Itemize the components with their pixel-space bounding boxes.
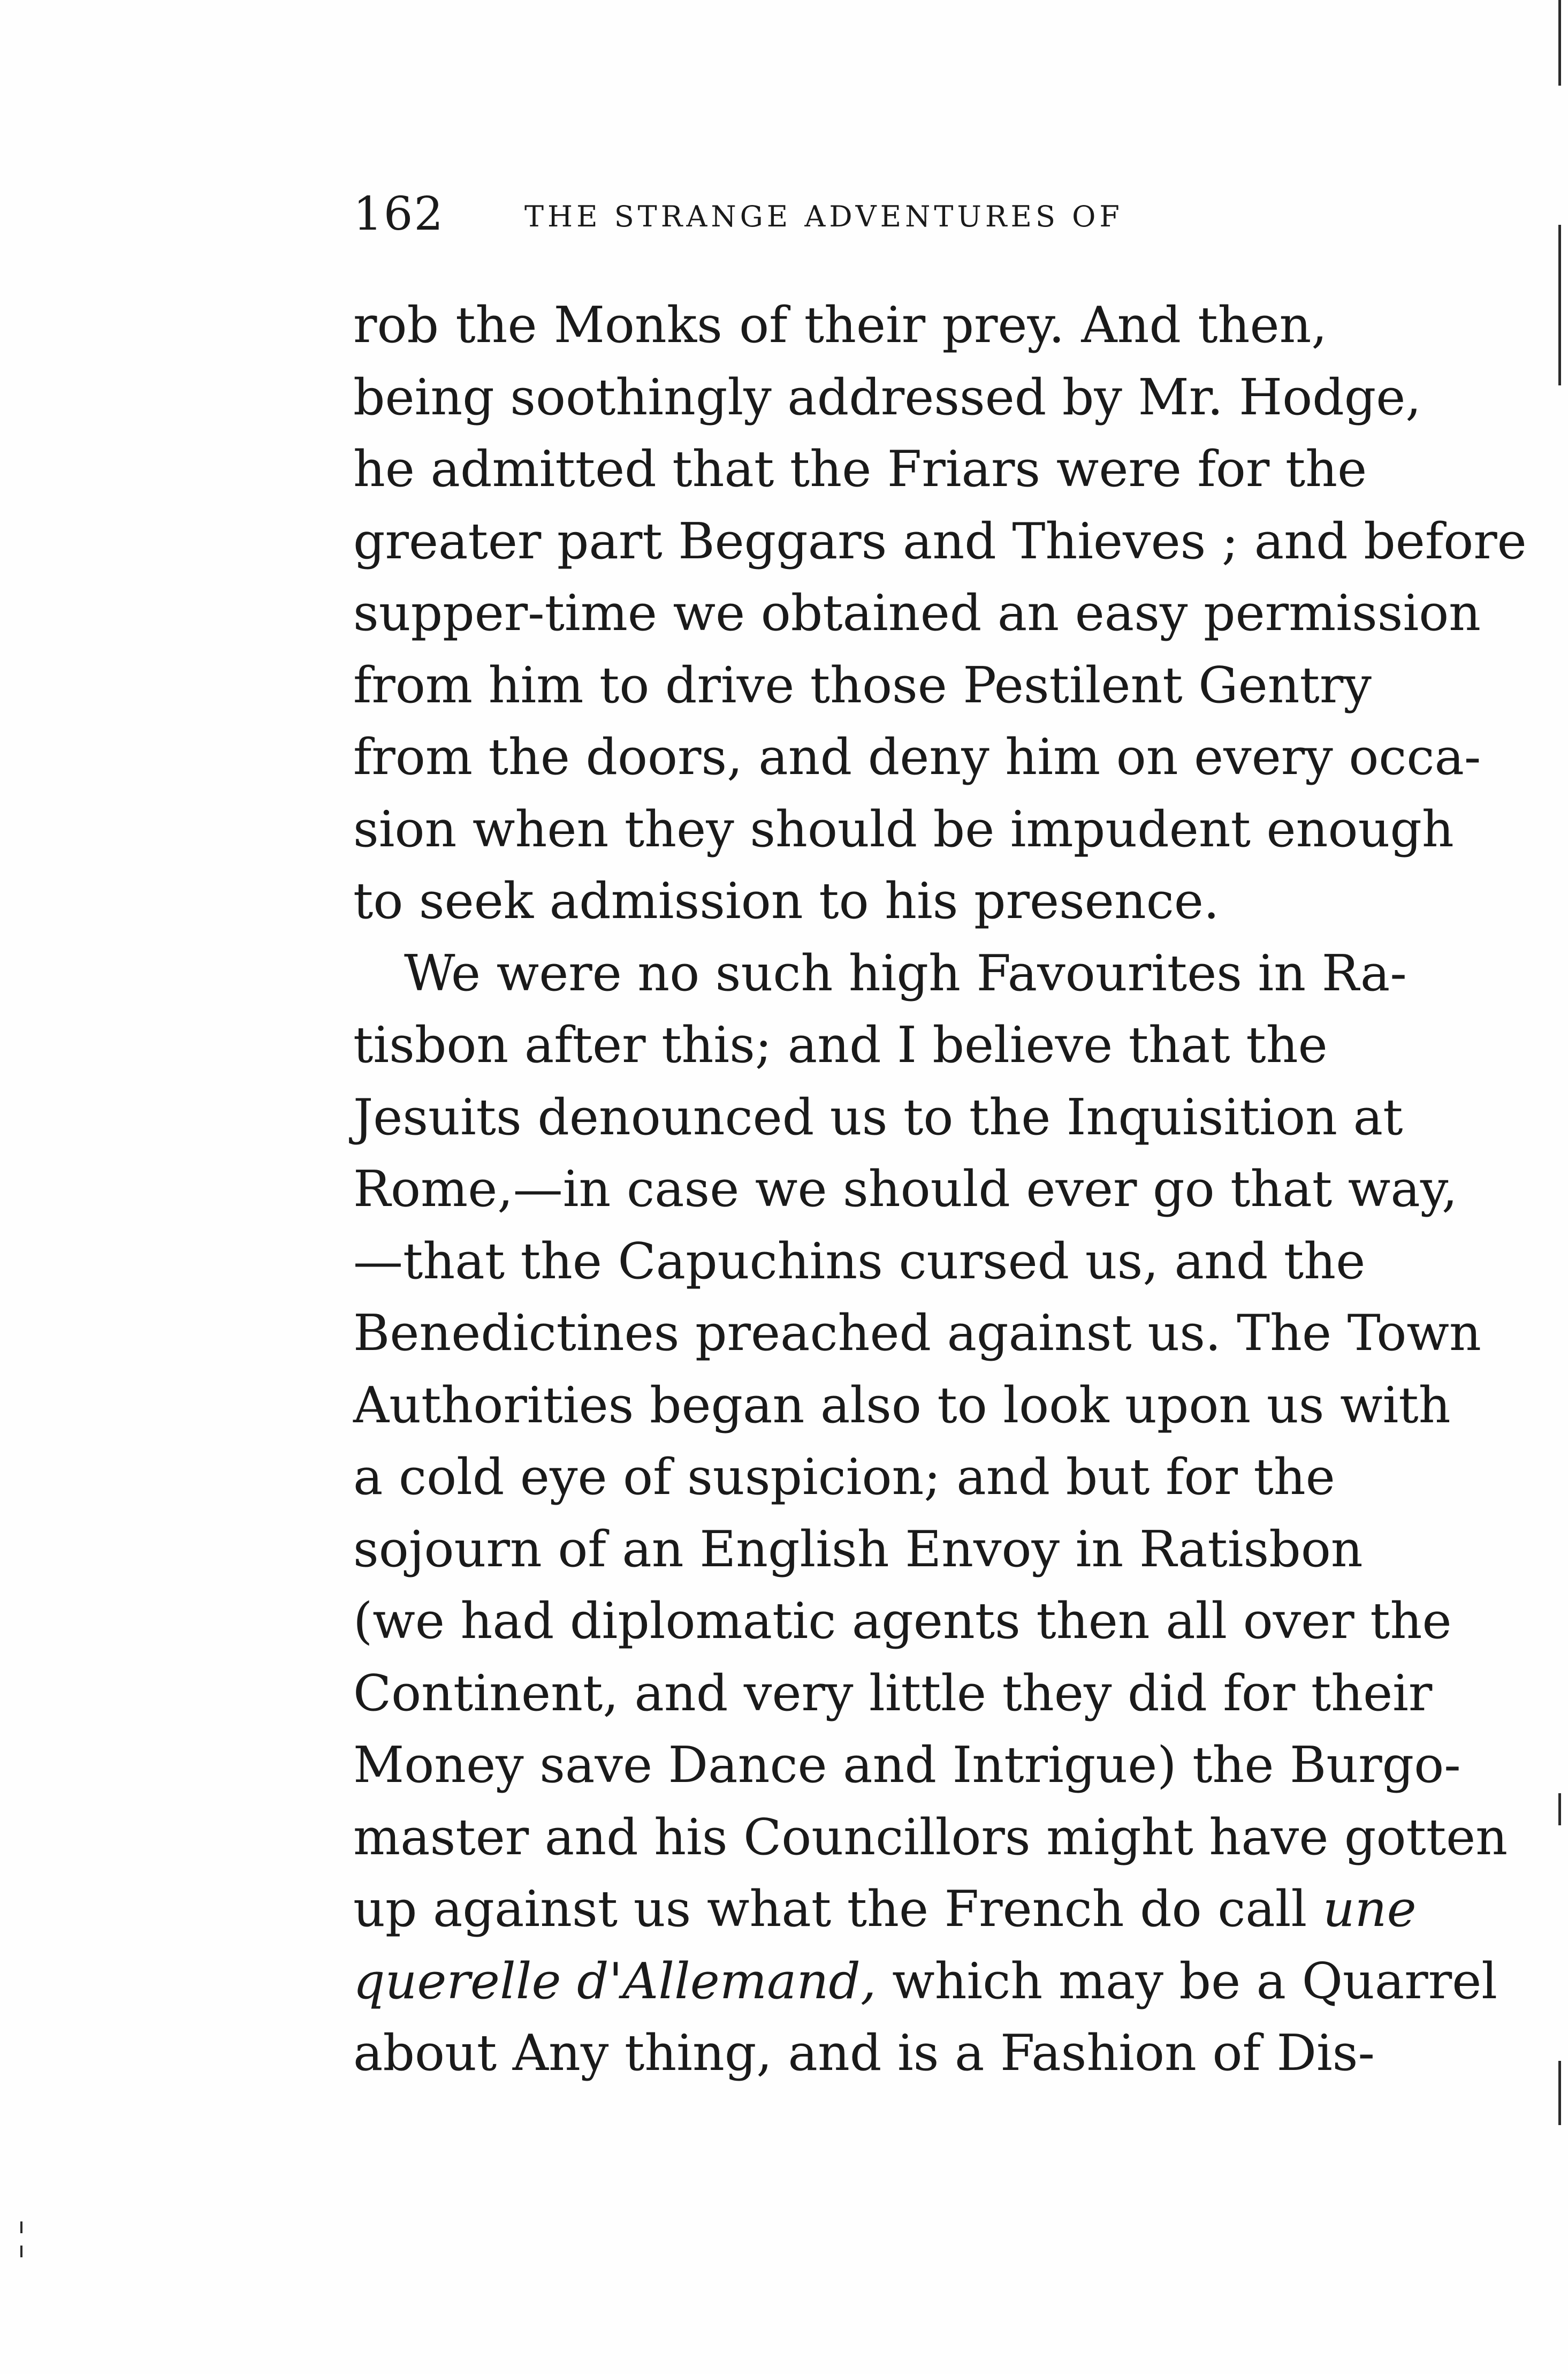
text-line: from him to drive those Pestilent Gentry — [353, 656, 1372, 714]
text-line: about Any thing, and is a Fashion of Dis- — [353, 2024, 1375, 2082]
text-line: Rome,—in case we should ever go that way, — [353, 1160, 1458, 1218]
text-line: supper-time we obtained an easy permission — [353, 584, 1481, 642]
italic-phrase: une — [1322, 1880, 1417, 1938]
text-line: (we had diplomatic agents then all over the — [353, 1592, 1452, 1650]
page-edge-mark — [1558, 1793, 1561, 1825]
italic-phrase: querelle d'Allemand, — [353, 1952, 877, 2010]
text-line: sion when they should be impudent enough — [353, 800, 1454, 858]
text-line-with-italic — [353, 1873, 1417, 1945]
text-line-with-italic — [353, 1945, 1497, 2017]
running-title: THE STRANGE ADVENTURES OF — [524, 200, 1123, 233]
text-line: Authorities began also to look upon us with — [353, 1376, 1451, 1434]
text-line: rob the Monks of their prey. And then, — [353, 296, 1327, 354]
page-edge-mark — [1558, 225, 1561, 385]
text-line: Benedictines preached against us. The Town — [353, 1304, 1481, 1362]
text-line: Jesuits denounced us to the Inquisition at — [353, 1088, 1403, 1146]
text-line: Continent, and very little they did for their — [353, 1664, 1433, 1722]
text-line: sojourn of an English Envoy in Ratisbon — [353, 1520, 1363, 1578]
text-line: from the doors, and deny him on every occa- — [353, 728, 1481, 786]
text-line: master and his Councillors might have gotten — [353, 1808, 1508, 1866]
text-line: he admitted that the Friars were for the — [353, 440, 1367, 498]
text-line: to seek admission to his presence. — [353, 872, 1220, 930]
text-line: a cold eye of suspicion; and but for the — [353, 1448, 1335, 1506]
page-edge-mark — [20, 2246, 22, 2257]
page-edge-mark — [20, 2221, 22, 2233]
text-segment: which may be a Quarrel — [876, 1952, 1497, 2010]
text-line: Money save Dance and Intrigue) the Burgo- — [353, 1736, 1461, 1794]
text-line: —that the Capuchins cursed us, and the — [353, 1232, 1366, 1290]
text-segment: up against us what the French do call — [353, 1880, 1307, 1938]
text-line: being soothingly addressed by Mr. Hodge, — [353, 368, 1421, 426]
text-line: greater part Beggars and Thieves ; and before — [353, 512, 1527, 570]
text-line: tisbon after this; and I believe that the — [353, 1016, 1328, 1074]
page-edge-mark — [1558, 2061, 1561, 2125]
page-edge-mark — [1558, 0, 1561, 86]
paragraph-start-line: We were no such high Favourites in Ra- — [404, 944, 1407, 1002]
running-head — [353, 185, 1338, 244]
page-number: 162 — [353, 187, 445, 241]
body-text — [353, 289, 1527, 2089]
